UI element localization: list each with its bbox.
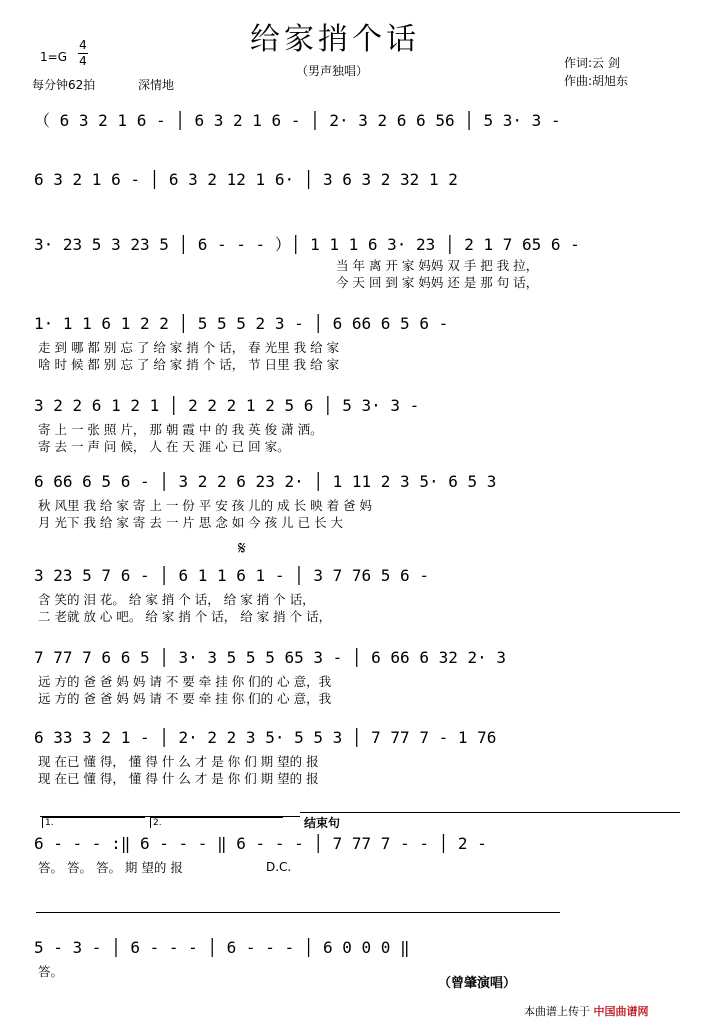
time-signature-top: 4 xyxy=(79,38,87,52)
footer-logo: 中国曲谱网 xyxy=(593,1005,649,1018)
notation-row: 6 66 6 5 6 - │ 3 2 2 6 23 2· │ 1 11 2 3 5· 6 5 3 xyxy=(34,472,497,491)
lyric-line: 月 光下 我 给 家 寄 去 一 片 思 念 如 今 孩 儿 已 长 大 xyxy=(38,515,344,530)
singer-credit: （曾肇演唱） xyxy=(438,976,517,991)
lyric-line: 远 方的 爸 爸 妈 妈 请 不 要 牵 挂 你 们的 心 意，我 xyxy=(38,674,332,689)
composer: 作曲:胡旭东 xyxy=(564,74,629,88)
lyric-line: 答。 xyxy=(38,964,64,979)
lyric-line: 啥 时 候 都 别 忘 了 给 家 捎 个 话， 节 日里 我 给 家 xyxy=(38,357,340,372)
subtitle: （男声独唱） xyxy=(296,64,369,78)
notation-row: 6 3 2 1 6 - │ 6 3 2 12 1 6· │ 3 6 3 2 32 1 2 xyxy=(34,170,458,189)
lyricist: 作词:云 剑 xyxy=(564,56,620,70)
notation-row: 6 - - - :‖ 6 - - - ‖ 6 - - - │ 7 77 7 - - │ 2 - xyxy=(34,834,487,853)
footer-upload xyxy=(524,1003,649,1019)
volta-1: 1. xyxy=(42,817,145,828)
ending-line xyxy=(300,812,680,813)
notation-row: 6 33 3 2 1 - │ 2· 2 2 3 5· 5 5 3 │ 7 77 7 - 1 76 xyxy=(34,728,497,747)
expression: 深情地 xyxy=(138,78,175,92)
notation-row: 3 23 5 7 6 - │ 6 1 1 6 1 - │ 3 7 76 5 6 - xyxy=(34,566,429,585)
tempo: 每分钟62拍 xyxy=(32,78,96,92)
lyric-line: 现 在已 懂 得， 懂 得 什 么 才 是 你 们 期 望的 报 xyxy=(38,771,319,786)
lyric-line: 当 年 离 开 家 妈妈 双 手 把 我 拉， xyxy=(336,258,539,273)
time-signature-bottom: 4 xyxy=(79,54,87,68)
volta-2: 2. xyxy=(150,817,283,828)
lyric-line: 含 笑的 泪 花。 给 家 捎 个 话， 给 家 捎 个 话， xyxy=(38,592,315,607)
notation-row: 7 77 7 6 6 5 │ 3· 3 5 5 5 65 3 - │ 6 66 6 32 2· 3 xyxy=(34,648,507,667)
lyric-line: 答。 答。 答。 期 望的 报 xyxy=(38,860,183,875)
notation-row: 5 - 3 - │ 6 - - - │ 6 - - - │ 6 0 0 0 ‖ xyxy=(34,938,410,957)
lyric-line: 远 方的 爸 爸 妈 妈 请 不 要 牵 挂 你 们的 心 意，我 xyxy=(38,691,332,706)
lyric-line: 寄 上 一 张 照 片， 那 朝 霞 中 的 我 英 俊 潇 洒。 xyxy=(38,422,323,437)
notation-row: 1· 1 1 6 1 2 2 │ 5 5 5 2 3 - │ 6 66 6 5 6 - xyxy=(34,314,449,333)
last-row-top-line xyxy=(36,912,560,913)
dc-marking: D.C. xyxy=(266,860,292,874)
segno-sign: 𝄋 xyxy=(238,538,246,559)
notation-row: 3· 23 5 3 23 5 │ 6 - - - ）│ 1 1 1 6 3· 23 │ 2 1 7 65 6 - xyxy=(34,235,580,254)
footer-text: 本曲谱上传于 xyxy=(524,1005,590,1018)
lyric-line: 现 在已 懂 得， 懂 得 什 么 才 是 你 们 期 望的 报 xyxy=(38,754,319,769)
lyric-line: 寄 去 一 声 问 候， 人 在 天 涯 心 已 回 家。 xyxy=(38,439,290,454)
song-title: 给家捎个话 xyxy=(250,22,420,57)
lyric-line: 二 老就 放 心 吧。 给 家 捎 个 话， 给 家 捎 个 话， xyxy=(38,609,332,624)
lyric-line: 走 到 哪 都 别 忘 了 给 家 捎 个 话， 春 光里 我 给 家 xyxy=(38,340,340,355)
key-signature: 1=G xyxy=(40,50,67,64)
notation-row: （ 6 3 2 1 6 - │ 6 3 2 1 6 - │ 2· 3 2 6 6 56 │ 5 3· 3 - xyxy=(34,111,561,130)
lyric-line: 今 天 回 到 家 妈妈 还 是 那 句 话， xyxy=(336,275,539,290)
lyric-line: 秋 风里 我 给 家 寄 上 一 份 平 安 孩 儿的 成 长 映 着 爸 妈 xyxy=(38,498,373,513)
ending-label: 结束句 xyxy=(304,816,341,830)
notation-row: 3 2 2 6 1 2 1 │ 2 2 2 1 2 5 6 │ 5 3· 3 - xyxy=(34,396,420,415)
